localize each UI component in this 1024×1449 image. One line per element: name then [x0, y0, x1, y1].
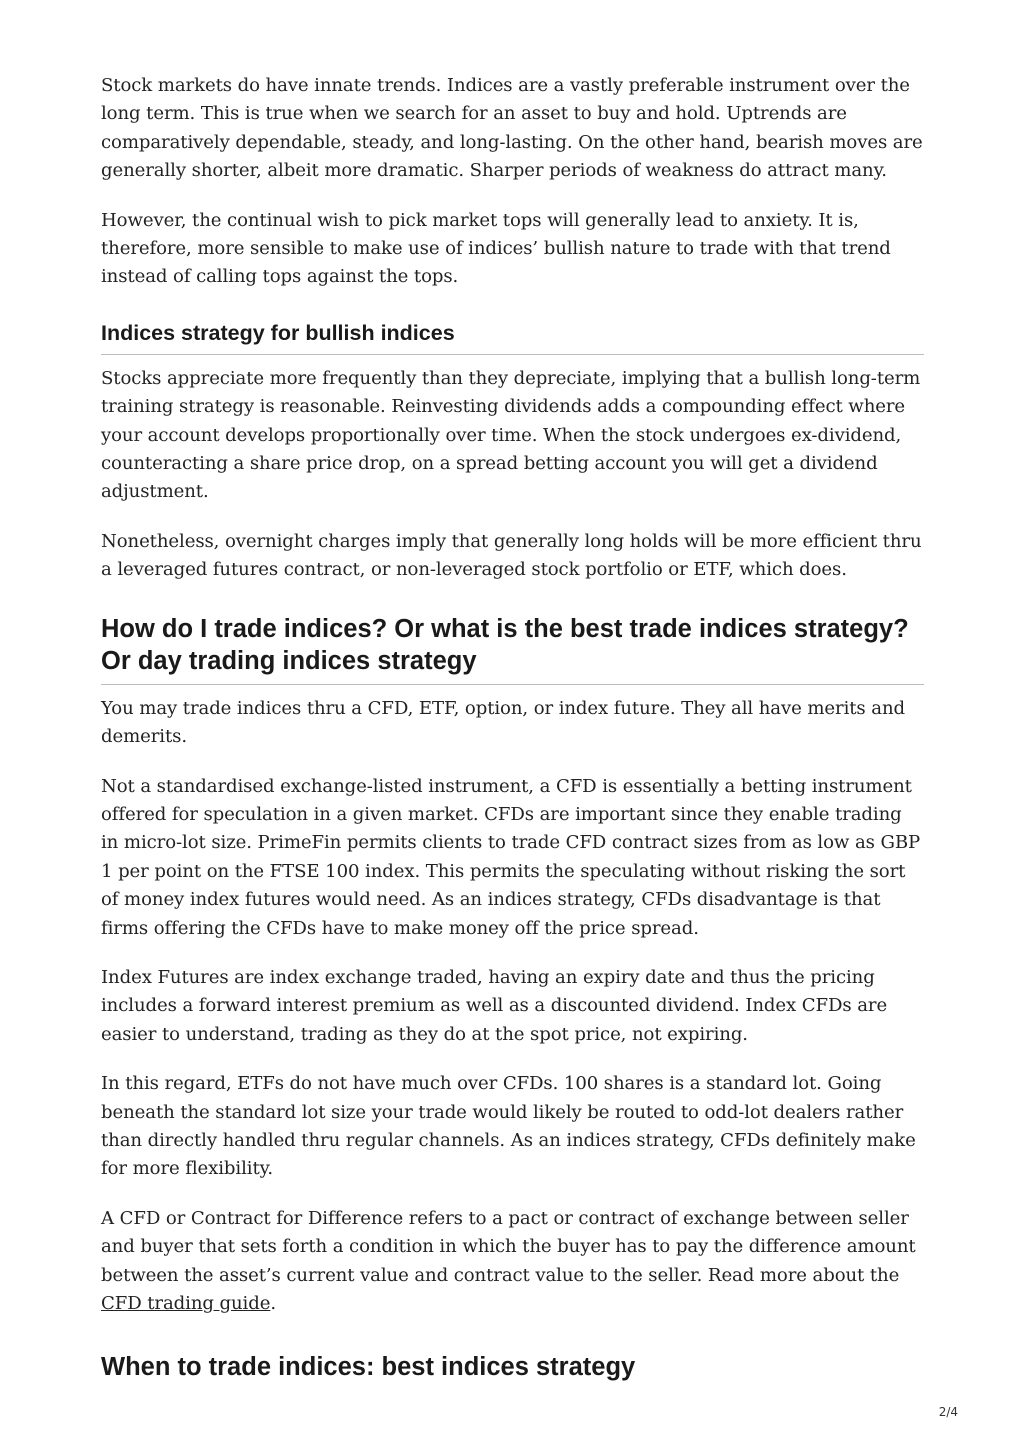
heading-how-to-trade: How do I trade indices? Or what is the best trade indices strategy? Or day trading indices strategy [101, 613, 924, 685]
document-page [101, 72, 924, 1383]
paragraph-bullish-2: Nonetheless, overnight charges imply that generally long holds will be more efficient thru a leveraged futures contract, or non-leveraged stock portfolio or ETF, which does. [101, 530, 922, 581]
page-number: 2/4 [938, 1405, 958, 1419]
heading-when-to-trade: When to trade indices: best indices strategy [101, 1353, 636, 1382]
paragraph-how-2: Not a standardised exchange-listed instrument, a CFD is essentially a betting instrument offered for speculation in a given market. CFDs are important since they enable trading in micro-lot size. PrimeFin permits clients to trade CFD contract sizes from as low as GBP 1 per point on the FTSE 100 index. This permits the speculating without risking the sort of money index futures would need. As an indices strategy, CFDs disadvantage is that firms offering the CFDs have to make money off the price spread. [101, 775, 921, 939]
paragraph-how-5-text: A CFD or Contract for Difference refers to a pact or contract of exchange between seller and buyer that sets forth a condition in which the buyer has to pay the difference amount between the asset’s current value and contract value to the seller. Read more about the [101, 1207, 916, 1286]
cfd-trading-guide-link[interactable]: CFD trading guide [101, 1293, 271, 1314]
paragraph-bullish-1: Stocks appreciate more frequently than they depreciate, implying that a bullish long-term training strategy is reasonable. Reinvesting dividends adds a compounding effect where your account develops proportionally over time. When the stock undergoes ex-dividend, counteracting a share price drop, on a spread betting account you will get a dividend adjustment. [101, 367, 921, 503]
paragraph-how-1: You may trade indices thru a CFD, ETF, option, or index future. They all have merits and demerits. [101, 697, 905, 748]
paragraph-intro-1: Stock markets do have innate trends. Indices are a vastly preferable instrument over the long term. This is true when we search for an asset to buy and hold. Uptrends are comparatively dependable, steady, and long-lasting. On the other hand, bearish moves are generally shorter, albeit more dramatic. Sharper periods of weakness do attract many. [101, 75, 923, 182]
paragraph-how-5 [101, 1205, 924, 1319]
paragraph-how-5-end: . [270, 1293, 276, 1314]
paragraph-how-4: In this regard, ETFs do not have much over CFDs. 100 shares is a standard lot. Going beneath the standard lot size your trade would likely be routed to odd-lot dealers rather than directly handled thru regular channels. As an indices strategy, CFDs definitely make for more flexibility. [101, 1073, 916, 1180]
paragraph-intro-2: However, the continual wish to pick market tops will generally lead to anxiety. It is, therefore, more sensible to make use of indices’ bullish nature to trade with that trend instead of calling tops against the tops. [101, 209, 891, 288]
paragraph-how-3: Index Futures are index exchange traded, having an expiry date and thus the pricing includes a forward interest premium as well as a discounted dividend. Index CFDs are easier to understand, trading as they do at the spot price, not expiring. [101, 966, 888, 1045]
heading-bullish-indices: Indices strategy for bullish indices [101, 319, 924, 355]
